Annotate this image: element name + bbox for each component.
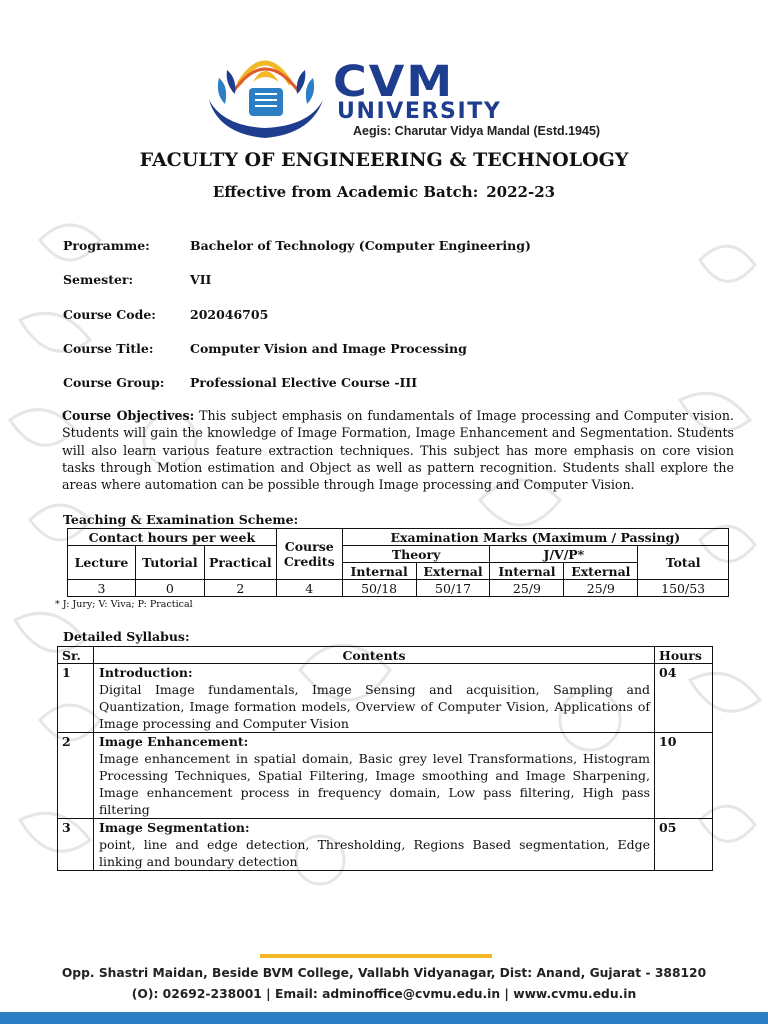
row-hours: 04 [655,664,713,733]
tutorial-header: Tutorial [135,546,204,580]
table-row [58,664,713,733]
contents-header: Contents [93,647,654,664]
university-logo [205,48,601,143]
jvp-internal-header: Internal [490,563,564,580]
logo-aegis-text: Aegis: Charutar Vidya Mandal (Estd.1945) [353,124,601,138]
total-header: Total [638,546,729,580]
footer-phone: (O): 02692-238001 [131,987,262,1001]
exam-marks-header: Examination Marks (Maximum / Passing) [342,529,728,546]
row-contents [93,664,654,733]
footer-bar [0,1012,768,1024]
jvp-external-header: External [564,563,638,580]
practical-header: Practical [204,546,276,580]
topic-title: Image Enhancement: [98,734,249,749]
table-row [58,819,713,871]
logo-wordmark: CVM [333,56,455,106]
sr-header: Sr. [58,647,94,664]
faculty-title: FACULTY OF ENGINEERING & TECHNOLOGY [139,149,629,171]
lecture-value: 3 [68,580,136,597]
jvp-header: J/V/P* [490,546,638,563]
credits-value: 4 [276,580,342,597]
course-code-value: 202046705 [190,307,269,322]
topic-content: Digital Image fundamentals, Image Sensing and acquisition, Sampling and Quantization, Image formation models, Overview of Computer Vision, Applications of Image processing and Computer Vision [98,682,651,731]
topic-content: point, line and edge detection, Thresholding, Regions Based segmentation, Edge linking and boundary detection [98,837,651,869]
row-contents [93,819,654,871]
course-credits-header: Course Credits [276,529,342,580]
semester-label: Semester: [63,272,134,287]
objectives-text: This subject emphasis on fundamentals of Image processing and Computer vision. Students will gain the knowledge of Image Formation, Image Enhancement and Segmentation. Students will also learn various feature extraction techniques. This subject has more emphasis on core vision tasks through Motion estimation and Object as well as pattern recognition. Students shall explore the areas where automation can be possible through Image processing and Computer Vision. [62,408,734,493]
course-group-label: Course Group: [63,375,165,390]
footer-contact [0,987,768,1001]
row-hours: 05 [655,819,713,871]
syllabus-table [57,646,713,871]
footer-separator: | [266,987,271,1001]
topic-title: Image Segmentation: [98,820,250,835]
theory-external-value: 50/17 [416,580,490,597]
course-title-value: Computer Vision and Image Processing [190,341,467,356]
theory-internal-value: 50/18 [342,580,416,597]
contact-hours-header: Contact hours per week [68,529,277,546]
jvp-internal-value: 25/9 [490,580,564,597]
logo-subtitle: UNIVERSITY [337,99,502,124]
row-hours: 10 [655,733,713,819]
course-code-label: Course Code: [63,307,156,322]
footer-separator: | [504,987,509,1001]
academic-batch [0,183,768,201]
programme-label: Programme: [63,238,150,253]
lecture-header: Lecture [68,546,136,580]
objectives-label: Course Objectives: [62,408,195,423]
syllabus-title: Detailed Syllabus: [63,629,190,644]
scheme-title: Teaching & Examination Scheme: [63,512,299,527]
jvp-legend: * J: Jury; V: Viva; P: Practical [55,599,193,610]
row-sr: 3 [58,819,94,871]
footer-address: Opp. Shastri Maidan, Beside BVM College, Vallabh Vidyanagar, Dist: Anand, Gujarat - 388120 [61,966,707,980]
jvp-external-value: 25/9 [564,580,638,597]
theory-header: Theory [342,546,490,563]
programme-value: Bachelor of Technology (Computer Engineering) [190,238,531,253]
course-group-value: Professional Elective Course -III [190,375,418,390]
footer-website[interactable]: www.cvmu.edu.in [513,987,637,1001]
row-sr: 1 [58,664,94,733]
batch-label: Effective from Academic Batch: [212,183,479,201]
row-sr: 2 [58,733,94,819]
exam-scheme-table [67,528,729,597]
tutorial-value: 0 [135,580,204,597]
topic-title: Introduction: [98,665,193,680]
university-emblem-icon [205,48,327,140]
footer-email[interactable]: Email: adminoffice@cvmu.edu.in [274,987,501,1001]
hours-header: Hours [655,647,713,664]
footer-divider [260,954,492,958]
row-contents [93,733,654,819]
topic-content: Image enhancement in spatial domain, Basic grey level Transformations, Histogram Processing Techniques, Spatial Filtering, Image smoothing and Image Sharpening, Image enhancement process in frequency domain, Low pass filtering, High pass filtering [98,751,651,817]
course-title-label: Course Title: [63,341,154,356]
practical-value: 2 [204,580,276,597]
course-objectives [62,407,734,493]
semester-value: VII [190,272,212,287]
total-value: 150/53 [638,580,729,597]
theory-internal-header: Internal [342,563,416,580]
table-row [58,733,713,819]
batch-value: 2022-23 [486,183,556,201]
theory-external-header: External [416,563,490,580]
